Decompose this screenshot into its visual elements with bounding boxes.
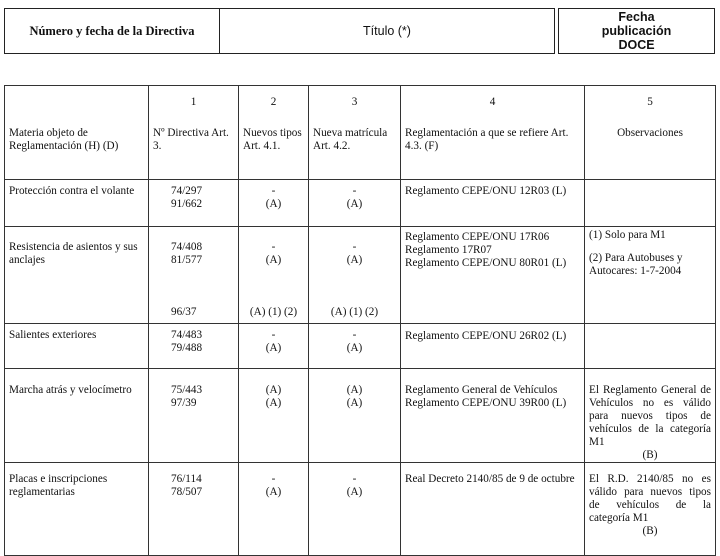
row-nuevos-tipos: - (A) bbox=[239, 463, 309, 556]
row-reglamentacion: Reglamento CEPE/ONU 12R03 (L) bbox=[401, 180, 585, 227]
row-nueva-matricula: - (A) (A) (1) (2) bbox=[309, 227, 401, 324]
table-row bbox=[5, 369, 716, 463]
row-reglamentacion: Reglamento General de Vehículos Reglamento CEPE/ONU 39R00 (L) bbox=[401, 369, 585, 463]
header-publication-date: Fecha publicación DOCE bbox=[559, 9, 715, 54]
row-observaciones: El R.D. 2140/85 no es válido para nuevos tipos de vehículos de la categoría M1 (B) bbox=[585, 463, 716, 556]
table-row bbox=[5, 180, 716, 227]
row-nueva-matricula: - (A) bbox=[309, 463, 401, 556]
row-nueva-matricula: - (A) bbox=[309, 324, 401, 369]
column-header-row bbox=[5, 86, 716, 180]
col-materia-header: Materia objeto de Reglamentación (H) (D) bbox=[5, 86, 149, 180]
row-materia: Marcha atrás y velocímetro bbox=[5, 369, 149, 463]
row-observaciones bbox=[585, 180, 716, 227]
row-nuevos-tipos: - (A) (A) (1) (2) bbox=[239, 227, 309, 324]
row-nueva-matricula: - (A) bbox=[309, 180, 401, 227]
table-row bbox=[5, 324, 716, 369]
table-row bbox=[5, 227, 716, 324]
table-row bbox=[5, 463, 716, 556]
row-observaciones bbox=[585, 324, 716, 369]
row-directivas: 74/483 79/488 bbox=[149, 324, 239, 369]
col-reglamentacion-header: 4 Reglamentación a que se refiere Art. 4.3. (F) bbox=[401, 86, 585, 180]
regulation-table bbox=[4, 85, 715, 548]
directive-header bbox=[4, 8, 715, 54]
row-materia: Resistencia de asientos y sus anclajes bbox=[5, 227, 149, 324]
header-title: Título (*) bbox=[220, 9, 555, 54]
row-nuevos-tipos: - (A) bbox=[239, 324, 309, 369]
row-reglamentacion: Real Decreto 2140/85 de 9 de octubre bbox=[401, 463, 585, 556]
col-observaciones-header: 5 Observaciones bbox=[585, 86, 716, 180]
row-materia: Protección contra el volante bbox=[5, 180, 149, 227]
row-directivas: 76/114 78/507 bbox=[149, 463, 239, 556]
row-directivas: 75/443 97/39 bbox=[149, 369, 239, 463]
row-reglamentacion: Reglamento CEPE/ONU 17R06 Reglamento 17R07 Reglamento CEPE/ONU 80R01 (L) bbox=[401, 227, 585, 324]
row-directivas: 74/408 81/577 96/37 bbox=[149, 227, 239, 324]
header-directive-number-date: Número y fecha de la Directiva bbox=[5, 9, 220, 54]
row-observaciones: El Reglamento General de Vehículos no es válido para nuevos tipos de vehículos de la categoría M1 (B) bbox=[585, 369, 716, 463]
row-nuevos-tipos: - (A) bbox=[239, 180, 309, 227]
row-materia: Salientes exteriores bbox=[5, 324, 149, 369]
row-nuevos-tipos: (A) (A) bbox=[239, 369, 309, 463]
row-reglamentacion: Reglamento CEPE/ONU 26R02 (L) bbox=[401, 324, 585, 369]
row-observaciones: (1) Solo para M1 (2) Para Autobuses y Autocares: 1-7-2004 bbox=[585, 227, 716, 324]
row-nueva-matricula: (A) (A) bbox=[309, 369, 401, 463]
row-directivas: 74/297 91/662 bbox=[149, 180, 239, 227]
row-materia: Placas e inscripciones reglamentarias bbox=[5, 463, 149, 556]
col-nueva-matricula-header: 3 Nueva matrícula Art. 4.2. bbox=[309, 86, 401, 180]
col-directiva-header: 1 Nº Directiva Art. 3. bbox=[149, 86, 239, 180]
col-nuevos-tipos-header: 2 Nuevos tipos Art. 4.1. bbox=[239, 86, 309, 180]
